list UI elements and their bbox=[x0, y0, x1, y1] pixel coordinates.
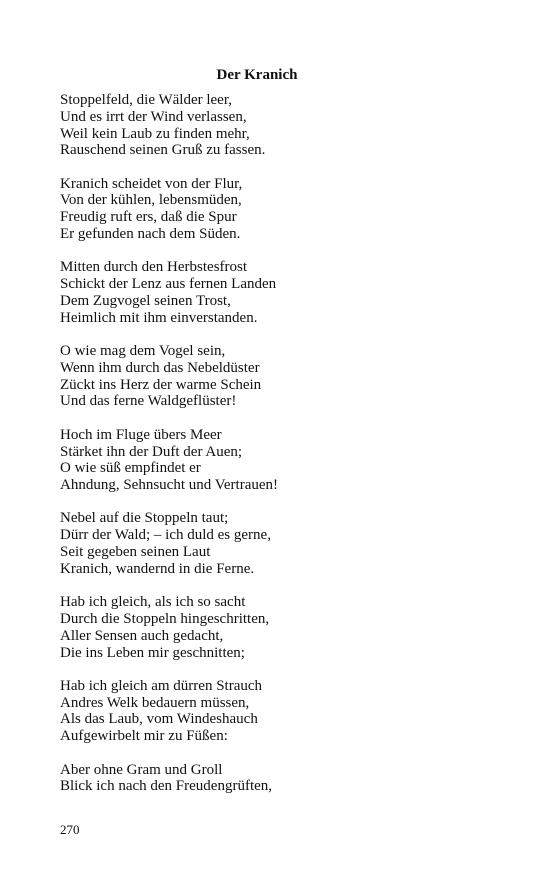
stanza-3 bbox=[60, 259, 500, 326]
poem-line: Mitten durch den Herbstesfrost bbox=[60, 259, 248, 276]
stanza-8 bbox=[60, 678, 500, 745]
poem-line: Hab ich gleich, als ich so sacht bbox=[60, 594, 246, 611]
poem-line: O wie süß empfindet er bbox=[60, 460, 201, 477]
poem-line: Hab ich gleich am dürren Strauch bbox=[60, 677, 263, 694]
poem-title: Der Kranich bbox=[216, 67, 298, 83]
poem-line: O wie mag dem Vogel sein, bbox=[60, 343, 226, 360]
poem-line: Aller Sensen auch gedacht, bbox=[60, 627, 224, 644]
poem-line: Andres Welk bedauern müssen, bbox=[60, 694, 250, 711]
poem-line: Weil kein Laub zu finden mehr, bbox=[60, 125, 250, 142]
page-number: 270 bbox=[60, 822, 80, 837]
poem-line: Seit gegeben seinen Laut bbox=[60, 544, 211, 561]
poem-line: Als das Laub, vom Windeshauch bbox=[60, 711, 258, 728]
poem-line: Freudig ruft ers, daß die Spur bbox=[60, 209, 237, 226]
poem-line: Aber ohne Gram und Groll bbox=[60, 761, 223, 778]
poem-line: Hoch im Fluge übers Meer bbox=[60, 426, 222, 443]
poem-line: Nebel auf die Stoppeln taut; bbox=[60, 510, 229, 527]
stanza-4 bbox=[60, 343, 500, 410]
poem-line: Schickt der Lenz aus fernen Landen bbox=[60, 276, 277, 293]
poem-line: Kranich scheidet von der Flur, bbox=[60, 175, 243, 192]
poem-line: Heimlich mit ihm einverstanden. bbox=[60, 309, 258, 326]
poem-line: Zückt ins Herz der warme Schein bbox=[60, 376, 262, 393]
stanza-2 bbox=[60, 176, 500, 243]
stanza-6 bbox=[60, 510, 500, 577]
stanza-9 bbox=[60, 762, 500, 796]
poem-body bbox=[60, 92, 500, 812]
stanza-7 bbox=[60, 594, 500, 661]
poem-line: Stoppelfeld, die Wälder leer, bbox=[60, 92, 232, 108]
poem-line: Und es irrt der Wind verlassen, bbox=[60, 108, 247, 125]
poem-line: Von der kühlen, lebensmüden, bbox=[60, 192, 242, 209]
poem-line: Durch die Stoppeln hingeschritten, bbox=[60, 610, 270, 627]
poem-line: Dürr der Wald; – ich duld es gerne, bbox=[60, 527, 271, 544]
poem-line: Er gefunden nach dem Süden. bbox=[60, 226, 241, 243]
poem-line: Rauschend seinen Gruß zu fassen. bbox=[60, 142, 266, 159]
poem-line: Dem Zugvogel seinen Trost, bbox=[60, 292, 231, 309]
stanza-1 bbox=[60, 92, 500, 159]
poem-line: Blick ich nach den Freudengrüften, bbox=[60, 778, 273, 795]
poem-line: Kranich, wandernd in die Ferne. bbox=[60, 560, 255, 577]
poem-line: Die ins Leben mir geschnitten; bbox=[60, 644, 245, 661]
poem-line: Stärket ihn der Duft der Auen; bbox=[60, 443, 243, 460]
poem-line: Und das ferne Waldgeflüster! bbox=[60, 393, 237, 410]
poem-line: Ahndung, Sehnsucht und Vertrauen! bbox=[60, 477, 279, 494]
poem-line: Aufgewirbelt mir zu Füßen: bbox=[60, 728, 228, 745]
stanza-5 bbox=[60, 427, 500, 494]
poem-line: Wenn ihm durch das Nebeldüster bbox=[60, 359, 260, 376]
